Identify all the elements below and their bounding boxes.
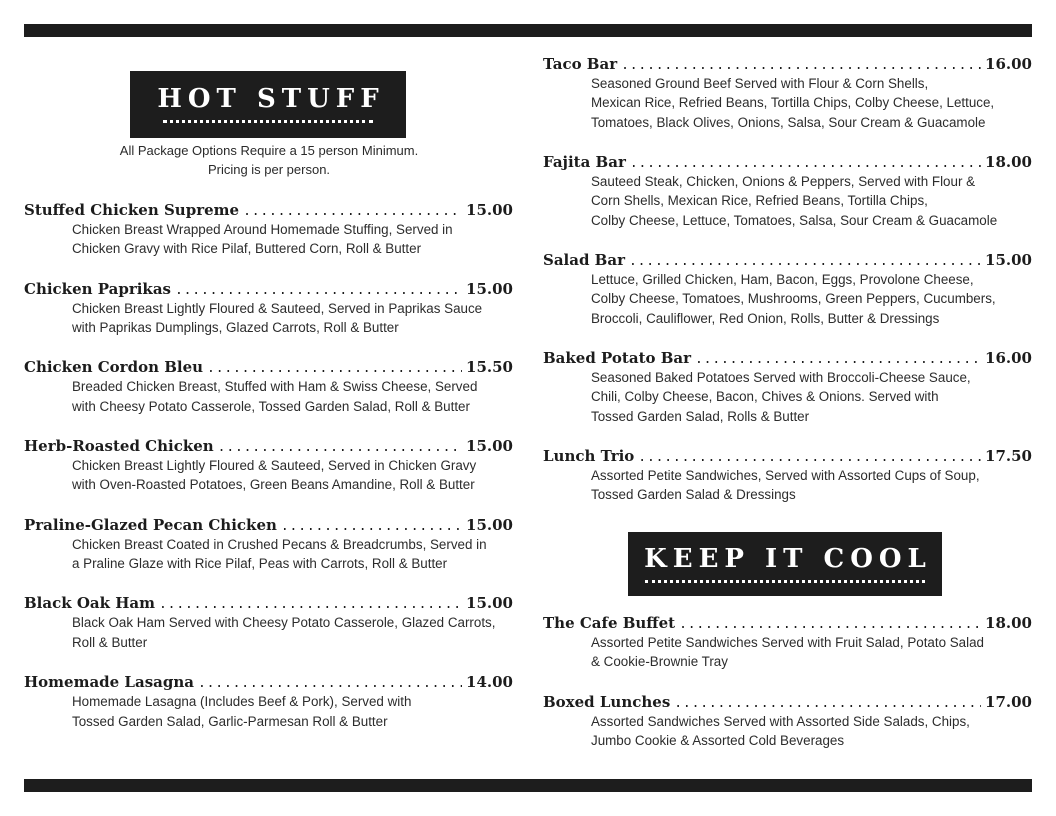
dot-leader bbox=[159, 595, 462, 615]
menu-item-name: Stuffed Chicken Supreme bbox=[24, 201, 240, 219]
menu-item bbox=[543, 692, 1032, 771]
hot-stuff-title: HOT STUFF bbox=[157, 84, 385, 114]
menu-item-price: 15.00 bbox=[466, 515, 513, 534]
menu-item-description bbox=[591, 466, 1032, 505]
menu-item-header bbox=[24, 200, 513, 220]
menu-item-header bbox=[543, 692, 1032, 712]
menu-item-name: Chicken Cordon Bleu bbox=[24, 358, 204, 377]
menu-item-description bbox=[72, 692, 513, 731]
menu-item-header bbox=[543, 613, 1032, 633]
hot-stuff-banner bbox=[130, 71, 406, 138]
menu-item-header bbox=[24, 593, 513, 613]
menu-item-header bbox=[543, 250, 1032, 270]
dot-leader bbox=[207, 359, 462, 379]
description-line: Tossed Garden Salad & Dressings bbox=[591, 487, 796, 503]
menu-item-description bbox=[591, 270, 1032, 328]
menu-item-price: 15.00 bbox=[466, 437, 513, 456]
menu-item bbox=[543, 446, 1032, 544]
description-line: Assorted Sandwiches Served with Assorted Side Salads, Chips, bbox=[591, 713, 970, 729]
menu-item-header bbox=[24, 279, 513, 299]
keep-it-cool-title: KEEP IT COOL bbox=[644, 543, 932, 574]
menu-item bbox=[543, 54, 1032, 152]
description-line: with Cheesy Potato Casserole, Tossed Garden Salad, Roll & Butter bbox=[72, 398, 470, 414]
dot-leader bbox=[621, 56, 981, 76]
banner-dotted-rule bbox=[645, 580, 925, 583]
package-note-line: Pricing is per person. bbox=[207, 162, 331, 177]
menu-item-description bbox=[72, 613, 513, 652]
hot-menu-right-column bbox=[543, 54, 1032, 544]
description-line: & Cookie-Brownie Tray bbox=[591, 654, 728, 670]
description-line: Broccoli, Cauliflower, Red Onion, Rolls, Butter & Dressings bbox=[591, 310, 940, 326]
menu-item-header bbox=[543, 152, 1032, 172]
menu-item-price: 15.00 bbox=[466, 594, 513, 613]
description-line: Lettuce, Grilled Chicken, Ham, Bacon, Eggs, Provolone Cheese, bbox=[591, 272, 974, 287]
description-line: Chili, Colby Cheese, Bacon, Chives & Onions. Served with bbox=[591, 389, 939, 405]
description-line: Black Oak Ham Served with Cheesy Potato Casserole, Glazed Carrots, bbox=[72, 615, 496, 631]
menu-item-description bbox=[591, 712, 1032, 751]
description-line: a Praline Glaze with Rice Pilaf, Peas with Carrots, Roll & Butter bbox=[72, 556, 448, 572]
description-line: Corn Shells, Mexican Rice, Refried Beans, Tortilla Chips, bbox=[591, 193, 928, 209]
description-line: Chicken Breast Coated in Crushed Pecans & Breadcrumbs, Served in bbox=[72, 536, 487, 552]
menu-item-description bbox=[591, 368, 1032, 426]
menu-item-description bbox=[72, 299, 513, 338]
menu-item-header bbox=[24, 436, 513, 456]
menu-item-price: 18.00 bbox=[985, 153, 1032, 171]
menu-item-description bbox=[72, 535, 513, 574]
dot-leader bbox=[679, 615, 981, 635]
menu-item-price: 17.00 bbox=[985, 692, 1032, 711]
description-line: Colby Cheese, Tomatoes, Mushrooms, Green Peppers, Cucumbers, bbox=[591, 291, 996, 307]
menu-item-price: 15.00 bbox=[466, 201, 513, 219]
menu-item-description bbox=[72, 377, 513, 416]
description-line: Chicken Gravy with Rice Pilaf, Buttered Corn, Roll & Butter bbox=[72, 241, 422, 257]
menu-item bbox=[24, 672, 513, 751]
package-note-line: All Package Options Require a 15 person Minimum. bbox=[119, 143, 419, 158]
menu-item-header bbox=[543, 446, 1032, 466]
description-line: Roll & Butter bbox=[72, 634, 148, 650]
menu-item bbox=[543, 348, 1032, 446]
hot-menu-left-column bbox=[24, 200, 513, 751]
menu-item bbox=[543, 152, 1032, 250]
dot-leader bbox=[175, 281, 462, 301]
menu-item-price: 14.00 bbox=[466, 673, 513, 692]
top-border-bar bbox=[24, 24, 1032, 37]
dot-leader bbox=[243, 202, 462, 222]
menu-item-name: Salad Bar bbox=[543, 251, 625, 269]
description-line: Tossed Garden Salad, Garlic-Parmesan Roll & Butter bbox=[72, 713, 388, 729]
description-line: Breaded Chicken Breast, Stuffed with Ham & Swiss Cheese, Served bbox=[72, 379, 478, 395]
menu-item-name: Black Oak Ham bbox=[24, 594, 156, 613]
menu-item-name: Fajita Bar bbox=[543, 153, 626, 171]
menu-item-name: Boxed Lunches bbox=[543, 692, 671, 711]
menu-item-name: Homemade Lasagna bbox=[24, 673, 194, 692]
dot-leader bbox=[638, 448, 981, 468]
menu-item-description bbox=[72, 456, 513, 495]
menu-item-name: Praline-Glazed Pecan Chicken bbox=[24, 515, 277, 534]
description-line: Tossed Garden Salad, Rolls & Butter bbox=[591, 408, 810, 424]
description-line: Jumbo Cookie & Assorted Cold Beverages bbox=[591, 733, 845, 749]
menu-item-name: Chicken Paprikas bbox=[24, 279, 171, 298]
description-line: Assorted Petite Sandwiches Served with Fruit Salad, Potato Salad bbox=[591, 635, 985, 650]
menu-item-price: 15.00 bbox=[985, 251, 1032, 269]
description-line: Chicken Breast Wrapped Around Homemade Stuffing, Served in bbox=[72, 222, 453, 237]
description-line: with Oven-Roasted Potatoes, Green Beans Amandine, Roll & Butter bbox=[72, 477, 475, 493]
menu-item-price: 17.50 bbox=[985, 447, 1032, 465]
menu-item-price: 15.00 bbox=[466, 279, 513, 298]
description-line: Chicken Breast Lightly Floured & Sauteed, Served in Chicken Gravy bbox=[72, 458, 477, 474]
bottom-border-bar bbox=[24, 779, 1032, 792]
description-line: Sauteed Steak, Chicken, Onions & Peppers, Served with Flour & bbox=[591, 174, 976, 189]
menu-item-header bbox=[24, 357, 513, 377]
menu-item-price: 15.50 bbox=[466, 358, 513, 377]
menu-item-header bbox=[543, 54, 1032, 74]
dot-leader bbox=[674, 694, 981, 714]
menu-item bbox=[24, 515, 513, 594]
dot-leader bbox=[695, 350, 981, 370]
description-line: Seasoned Baked Potatoes Served with Broccoli-Cheese Sauce, bbox=[591, 370, 971, 385]
dot-leader bbox=[629, 252, 981, 272]
menu-item-name: Taco Bar bbox=[543, 55, 618, 73]
menu-item-price: 18.00 bbox=[985, 614, 1032, 632]
menu-item bbox=[24, 200, 513, 279]
menu-item-name: Herb-Roasted Chicken bbox=[24, 437, 214, 456]
package-note bbox=[24, 141, 514, 179]
description-line: Colby Cheese, Lettuce, Tomatoes, Salsa, Sour Cream & Guacamole bbox=[591, 212, 998, 228]
menu-item-header bbox=[24, 515, 513, 535]
menu-item bbox=[24, 593, 513, 672]
menu-item bbox=[24, 357, 513, 436]
menu-item bbox=[543, 613, 1032, 692]
menu-item-description bbox=[72, 220, 513, 259]
menu-item-header bbox=[24, 672, 513, 692]
menu-item-name: Baked Potato Bar bbox=[543, 349, 692, 367]
menu-item-header bbox=[543, 348, 1032, 368]
menu-item bbox=[24, 436, 513, 515]
menu-item-description bbox=[591, 74, 1032, 132]
dot-leader bbox=[281, 517, 462, 537]
menu-item-price: 16.00 bbox=[985, 349, 1032, 367]
menu-item bbox=[543, 250, 1032, 348]
description-line: Assorted Petite Sandwiches, Served with Assorted Cups of Soup, bbox=[591, 468, 980, 483]
description-line: with Paprikas Dumplings, Glazed Carrots, Roll & Butter bbox=[72, 320, 399, 336]
description-line: Mexican Rice, Refried Beans, Tortilla Chips, Colby Cheese, Lettuce, bbox=[591, 95, 995, 111]
keep-it-cool-banner bbox=[628, 532, 942, 596]
menu-item-name: Lunch Trio bbox=[543, 447, 635, 465]
menu-item-name: The Cafe Buffet bbox=[543, 614, 676, 632]
cool-menu-column bbox=[543, 613, 1032, 770]
description-line: Tomatoes, Black Olives, Onions, Salsa, Sour Cream & Guacamole bbox=[591, 114, 986, 130]
description-line: Chicken Breast Lightly Floured & Sauteed, Served in Paprikas Sauce bbox=[72, 300, 483, 316]
menu-item-description bbox=[591, 633, 1032, 672]
description-line: Homemade Lasagna (Includes Beef & Pork), Served with bbox=[72, 694, 412, 710]
dot-leader bbox=[198, 674, 462, 694]
banner-dotted-rule bbox=[163, 120, 373, 123]
description-line: Seasoned Ground Beef Served with Flour & Corn Shells, bbox=[591, 76, 929, 91]
dot-leader bbox=[630, 154, 981, 174]
menu-item-description bbox=[591, 172, 1032, 230]
menu-item-price: 16.00 bbox=[985, 55, 1032, 73]
dot-leader bbox=[218, 438, 462, 458]
menu-item bbox=[24, 279, 513, 358]
